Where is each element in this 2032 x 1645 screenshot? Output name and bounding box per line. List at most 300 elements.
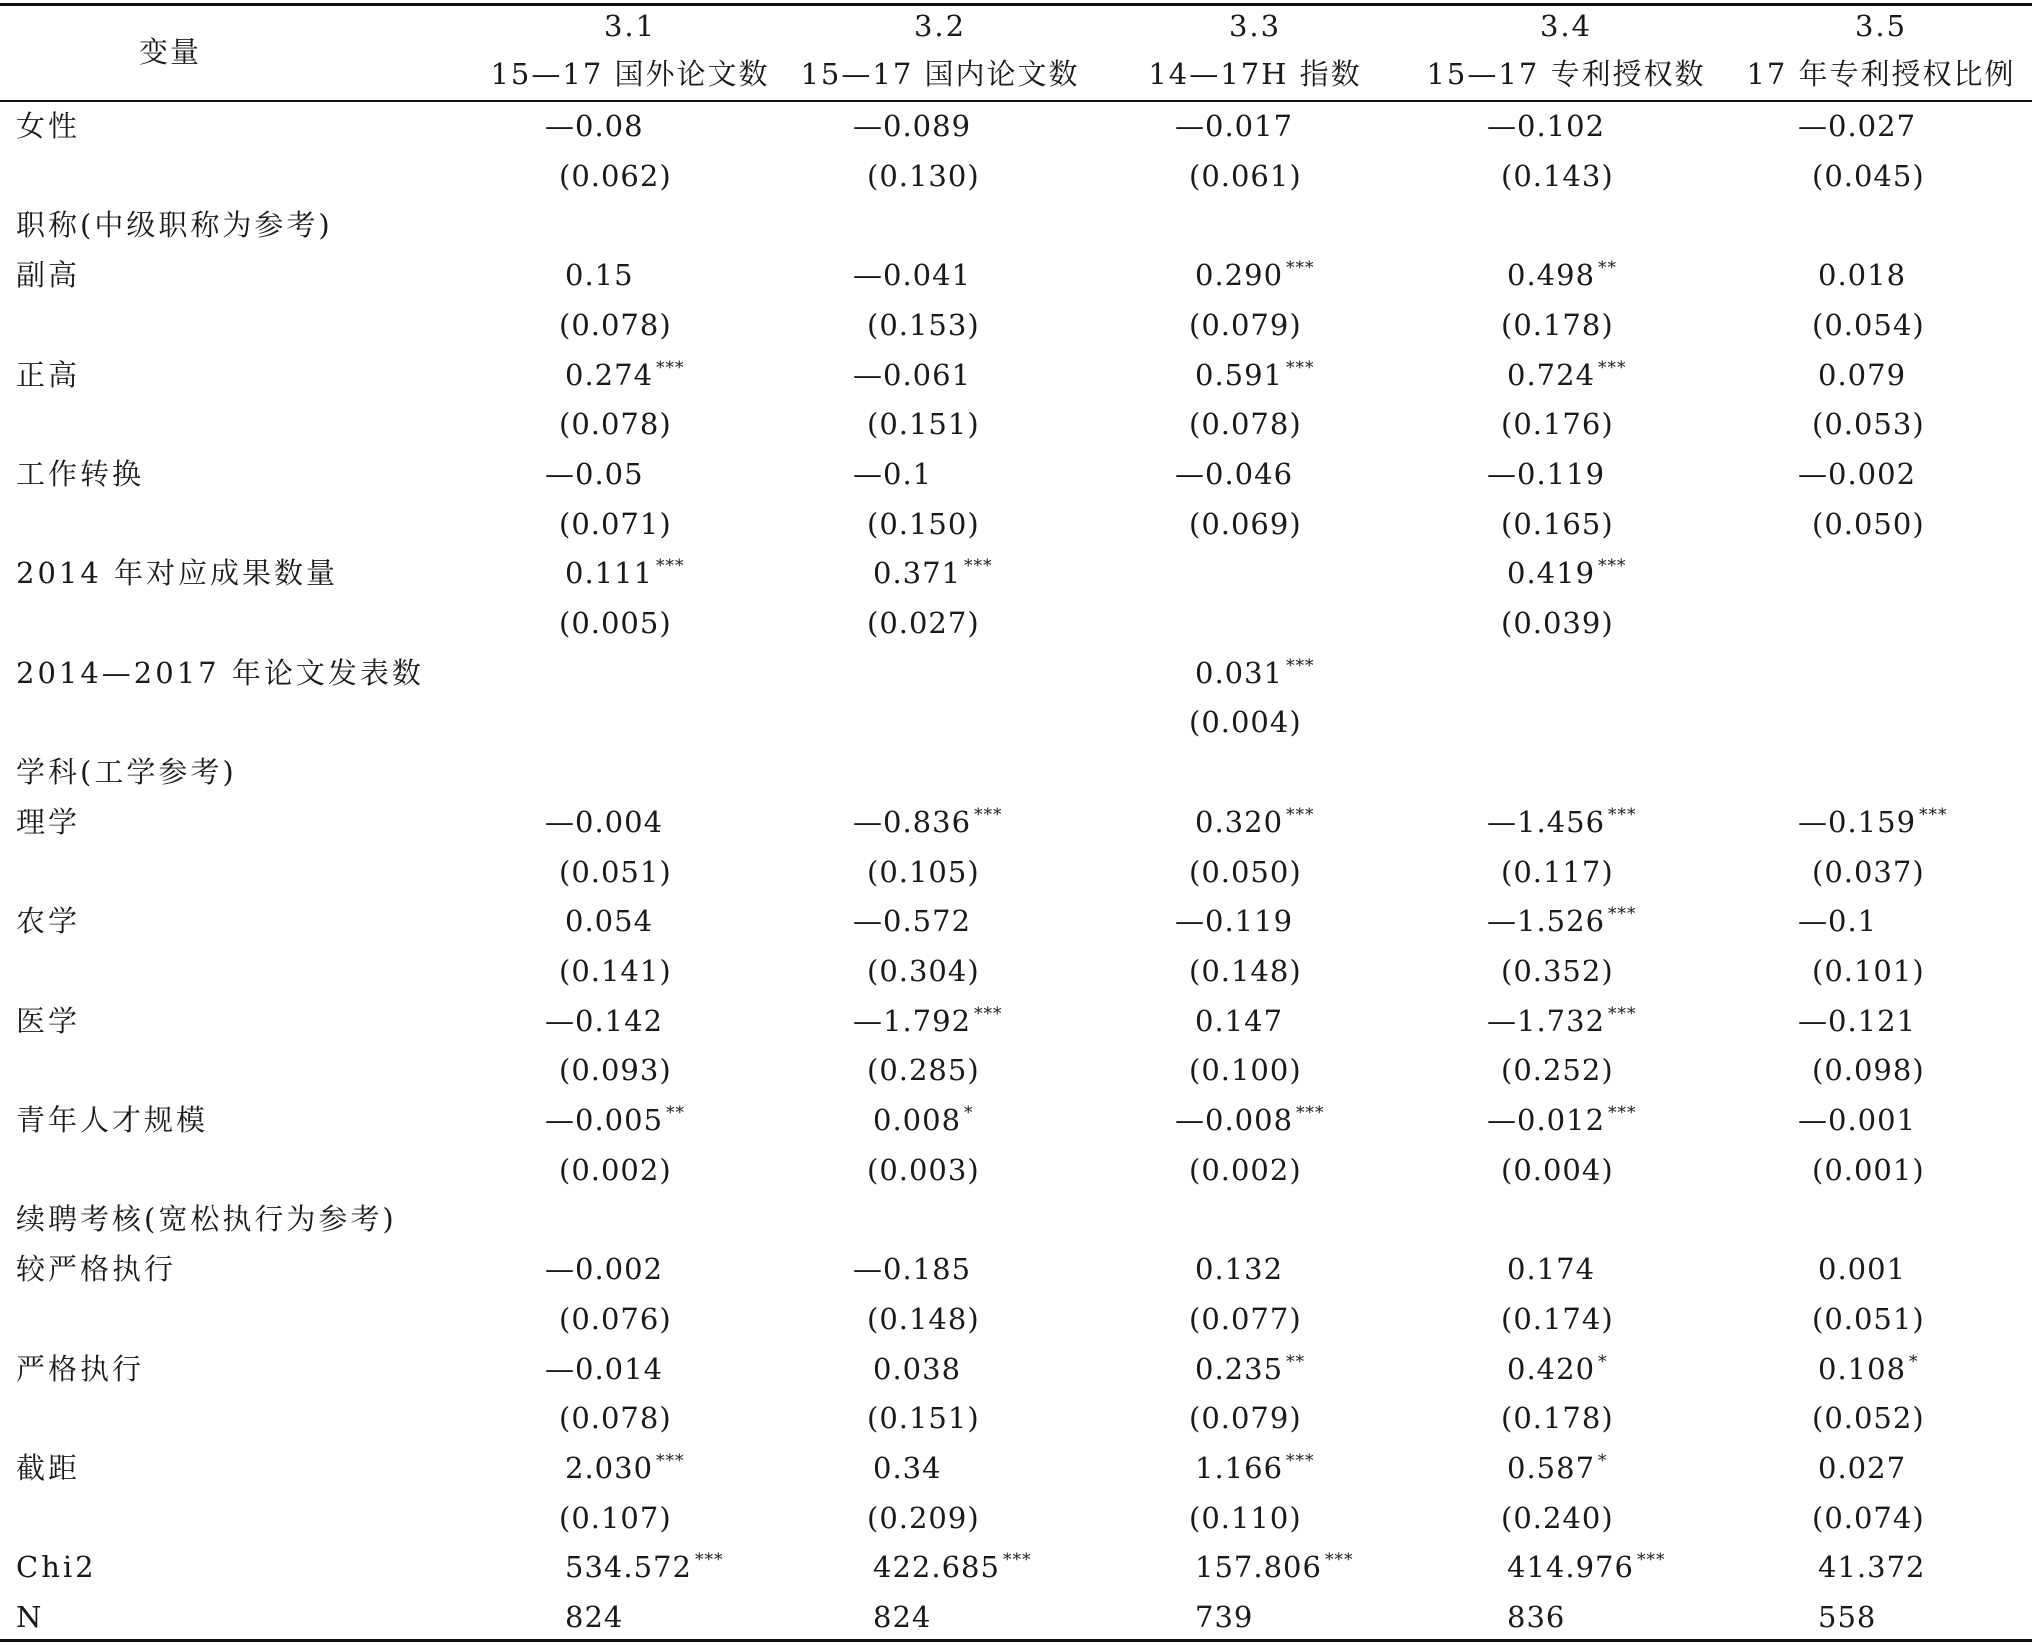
coefficient-cell (1195, 1545, 1353, 1589)
std-error-cell (867, 850, 980, 894)
cell-value: (0.174) (1501, 1302, 1614, 1336)
cell-value: 0.587 (1507, 1451, 1596, 1485)
header-model-3-1-num: 3.1 (603, 9, 657, 43)
cell-value: —0.119 (1487, 457, 1606, 491)
cell-value: (0.176) (1501, 407, 1614, 441)
cell-value: —0.08 (545, 109, 644, 143)
significance-stars: *** (1286, 358, 1315, 378)
significance-stars: * (1598, 1451, 1608, 1471)
row-label: 严格执行 (16, 1352, 145, 1386)
cell-value: (0.078) (1189, 407, 1302, 441)
std-error-cell (1189, 502, 1302, 546)
cell-value: (0.178) (1501, 1401, 1614, 1435)
std-error-cell (1501, 1148, 1614, 1192)
coefficient-cell (545, 104, 644, 148)
cell-value: 0.724 (1507, 358, 1596, 392)
cell-value: —0.008 (1175, 1103, 1294, 1137)
coefficient-cell (1195, 1595, 1253, 1639)
row-label: 副高 (16, 258, 81, 292)
cell-value: —0.159 (1798, 805, 1917, 839)
row-label: 正高 (16, 358, 81, 392)
significance-stars: *** (974, 805, 1003, 825)
cell-value: 0.235 (1195, 1352, 1284, 1386)
header-model-3-1-name: 15—17 国外论文数 (490, 57, 770, 91)
cell-value: 0.008 (873, 1103, 962, 1137)
std-error-cell (1812, 850, 1925, 894)
cell-value: 0.420 (1507, 1352, 1596, 1386)
coefficient-cell (873, 551, 993, 595)
std-error-cell (867, 601, 980, 645)
cell-value: (0.093) (559, 1053, 672, 1087)
significance-stars: *** (656, 556, 685, 576)
std-error-cell (559, 1396, 672, 1440)
cell-value: 0.419 (1507, 556, 1596, 590)
std-error-cell (1812, 1148, 1925, 1192)
coefficient-cell (1195, 1247, 1283, 1291)
cell-value: (0.153) (867, 308, 980, 342)
coefficient-cell (1818, 253, 1906, 297)
cell-value: (0.148) (1189, 954, 1302, 988)
cell-value: —0.001 (1798, 1103, 1917, 1137)
cell-value: (0.151) (867, 407, 980, 441)
cell-value: 2.030 (565, 1451, 654, 1485)
cell-value: —1.732 (1487, 1004, 1606, 1038)
cell-value: —0.119 (1175, 904, 1294, 938)
significance-stars: *** (1286, 805, 1315, 825)
header-model-3-4-num: 3.4 (1539, 9, 1593, 43)
std-error-cell (1501, 1048, 1614, 1092)
cell-value: 739 (1195, 1600, 1254, 1634)
coefficient-cell (1175, 899, 1293, 943)
std-error-cell (1501, 502, 1614, 546)
cell-value: (0.077) (1189, 1302, 1302, 1336)
bottom-rule (0, 1639, 2032, 1642)
cell-value: 0.038 (873, 1352, 962, 1386)
cell-value: 414.976 (1507, 1550, 1634, 1584)
std-error-cell (1501, 850, 1614, 894)
cell-value: —1.456 (1487, 805, 1606, 839)
coefficient-cell (1798, 999, 1916, 1043)
significance-stars: * (1598, 1352, 1608, 1372)
cell-value: (0.100) (1189, 1053, 1302, 1087)
cell-value: (0.005) (559, 606, 672, 640)
cell-value: —0.017 (1175, 109, 1294, 143)
row-label: 2014 年对应成果数量 (16, 556, 339, 590)
significance-stars: *** (656, 1451, 685, 1471)
coefficient-cell (853, 104, 971, 148)
cell-value: 836 (1507, 1600, 1566, 1634)
cell-value: (0.079) (1189, 1401, 1302, 1435)
cell-value: (0.352) (1501, 954, 1614, 988)
cell-value: (0.054) (1812, 308, 1925, 342)
coefficient-cell (1818, 1446, 1906, 1490)
cell-value: —0.012 (1487, 1103, 1606, 1137)
cell-value: (0.143) (1501, 159, 1614, 193)
std-error-cell (1189, 1396, 1302, 1440)
cell-value: (0.240) (1501, 1501, 1614, 1535)
coefficient-cell (1818, 353, 1906, 397)
cell-value: (0.052) (1812, 1401, 1925, 1435)
significance-stars: ** (1286, 1352, 1306, 1372)
std-error-cell (867, 1148, 980, 1192)
significance-stars: *** (1286, 258, 1315, 278)
std-error-cell (867, 154, 980, 198)
cell-value: (0.051) (1812, 1302, 1925, 1336)
std-error-cell (559, 402, 672, 446)
cell-value: 0.111 (565, 556, 654, 590)
coefficient-cell (853, 253, 971, 297)
header-model-3-2-num: 3.2 (913, 9, 967, 43)
cell-value: —0.002 (545, 1252, 664, 1286)
coefficient-cell (1507, 1247, 1595, 1291)
coefficient-cell (1798, 104, 1916, 148)
significance-stars: *** (1608, 805, 1637, 825)
significance-stars: *** (656, 358, 685, 378)
coefficient-cell (853, 353, 971, 397)
std-error-cell (867, 303, 980, 347)
significance-stars: *** (1324, 1550, 1354, 1570)
cell-value: 422.685 (873, 1550, 1000, 1584)
row-label: 农学 (16, 904, 81, 938)
cell-value: 0.031 (1195, 656, 1284, 690)
row-label: 理学 (16, 805, 81, 839)
cell-value: 0.018 (1818, 258, 1907, 292)
coefficient-cell (565, 899, 653, 943)
coefficient-cell (1195, 999, 1283, 1043)
coefficient-cell (1195, 1446, 1315, 1490)
std-error-cell (559, 1496, 672, 1540)
cell-value: 0.001 (1818, 1252, 1907, 1286)
coefficient-cell (873, 1446, 942, 1490)
header-model-3-5-name: 17 年专利授权比例 (1746, 57, 2016, 91)
coefficient-cell (1487, 999, 1637, 1043)
cell-value: (0.027) (867, 606, 980, 640)
coefficient-cell (1507, 1595, 1565, 1639)
coefficient-cell (1175, 452, 1293, 496)
row-label: Chi2 (16, 1550, 97, 1584)
coefficient-cell (853, 999, 1003, 1043)
header-model-3-3-name: 14—17H 指数 (1148, 57, 1362, 91)
cell-value: 41.372 (1818, 1550, 1926, 1584)
row-label: 截距 (16, 1451, 81, 1485)
significance-stars: * (964, 1103, 974, 1123)
std-error-cell (1501, 1396, 1614, 1440)
coefficient-cell (1507, 551, 1627, 595)
cell-value: 0.34 (873, 1451, 942, 1485)
coefficient-cell (853, 899, 971, 943)
cell-value: (0.051) (559, 855, 672, 889)
cell-value: —0.121 (1798, 1004, 1917, 1038)
significance-stars: *** (1002, 1550, 1032, 1570)
std-error-cell (559, 601, 672, 645)
cell-value: (0.098) (1812, 1053, 1925, 1087)
std-error-cell (1812, 502, 1925, 546)
header-model-3-2-name: 15—17 国内论文数 (800, 57, 1080, 91)
significance-stars: ** (1598, 258, 1618, 278)
header-variable-label: 变量 (138, 35, 201, 69)
cell-value: —0.014 (545, 1352, 664, 1386)
cell-value: (0.252) (1501, 1053, 1614, 1087)
coefficient-cell (545, 999, 663, 1043)
cell-value: 0.371 (873, 556, 962, 590)
significance-stars: *** (974, 1004, 1003, 1024)
std-error-cell (1189, 700, 1302, 744)
cell-value: (0.003) (867, 1153, 980, 1187)
coefficient-cell (1487, 899, 1637, 943)
coefficient-cell (1818, 1247, 1906, 1291)
coefficient-cell (565, 1545, 723, 1589)
std-error-cell (867, 1496, 980, 1540)
coefficient-cell (545, 452, 644, 496)
cell-value: (0.062) (559, 159, 672, 193)
cell-value: (0.130) (867, 159, 980, 193)
cell-value: (0.074) (1812, 1501, 1925, 1535)
cell-value: (0.117) (1501, 855, 1614, 889)
significance-stars: *** (1608, 1103, 1637, 1123)
header-rule (0, 100, 2032, 102)
cell-value: (0.071) (559, 507, 672, 541)
std-error-cell (1501, 154, 1614, 198)
cell-value: (0.107) (559, 1501, 672, 1535)
cell-value: 157.806 (1195, 1550, 1322, 1584)
cell-value: 0.108 (1818, 1352, 1907, 1386)
coefficient-cell (545, 1098, 685, 1142)
std-error-cell (1812, 303, 1925, 347)
std-error-cell (1812, 1396, 1925, 1440)
coefficient-cell (1195, 800, 1315, 844)
coefficient-cell (853, 1247, 971, 1291)
significance-stars: *** (964, 556, 993, 576)
cell-value: —0.061 (853, 358, 972, 392)
significance-stars: ** (666, 1103, 686, 1123)
cell-value: 824 (873, 1600, 932, 1634)
std-error-cell (559, 850, 672, 894)
std-error-cell (867, 949, 980, 993)
significance-stars: *** (1286, 1451, 1315, 1471)
row-label: 青年人才规模 (16, 1103, 209, 1137)
row-label: 工作转换 (16, 457, 145, 491)
std-error-cell (1812, 402, 1925, 446)
cell-value: 0.147 (1195, 1004, 1284, 1038)
coefficient-cell (565, 551, 685, 595)
significance-stars: *** (1608, 1004, 1637, 1024)
cell-value: —0.836 (853, 805, 972, 839)
coefficient-cell (565, 353, 685, 397)
std-error-cell (559, 303, 672, 347)
cell-value: (0.141) (559, 954, 672, 988)
cell-value: —0.041 (853, 258, 972, 292)
coefficient-cell (1175, 104, 1293, 148)
std-error-cell (1501, 402, 1614, 446)
row-label: 学科(工学参考) (16, 755, 237, 789)
std-error-cell (1189, 303, 1302, 347)
std-error-cell (1812, 1496, 1925, 1540)
std-error-cell (559, 502, 672, 546)
cell-value: 0.274 (565, 358, 654, 392)
cell-value: —0.1 (853, 457, 933, 491)
cell-value: 0.027 (1818, 1451, 1907, 1485)
std-error-cell (867, 502, 980, 546)
row-label: 职称(中级职称为参考) (16, 208, 333, 242)
std-error-cell (1189, 402, 1302, 446)
cell-value: —1.792 (853, 1004, 972, 1038)
std-error-cell (1812, 949, 1925, 993)
coefficient-cell (1798, 899, 1877, 943)
cell-value: (0.069) (1189, 507, 1302, 541)
cell-value: (0.110) (1189, 1501, 1302, 1535)
cell-value: (0.148) (867, 1302, 980, 1336)
cell-value: —0.046 (1175, 457, 1294, 491)
significance-stars: *** (1286, 656, 1315, 676)
std-error-cell (1189, 949, 1302, 993)
cell-value: (0.151) (867, 1401, 980, 1435)
std-error-cell (867, 1297, 980, 1341)
coefficient-cell (1818, 1545, 1925, 1589)
std-error-cell (559, 154, 672, 198)
cell-value: 0.174 (1507, 1252, 1596, 1286)
coefficient-cell (1818, 1595, 1876, 1639)
std-error-cell (867, 1048, 980, 1092)
cell-value: (0.061) (1189, 159, 1302, 193)
cell-value: (0.209) (867, 1501, 980, 1535)
cell-value: 0.054 (565, 904, 654, 938)
std-error-cell (559, 1148, 672, 1192)
cell-value: (0.078) (559, 407, 672, 441)
cell-value: —1.526 (1487, 904, 1606, 938)
coefficient-cell (1798, 800, 1948, 844)
coefficient-cell (1195, 1347, 1305, 1391)
std-error-cell (1189, 154, 1302, 198)
std-error-cell (559, 1048, 672, 1092)
std-error-cell (1501, 1496, 1614, 1540)
std-error-cell (559, 1297, 672, 1341)
significance-stars: *** (1636, 1550, 1666, 1570)
cell-value: (0.053) (1812, 407, 1925, 441)
row-label: 较严格执行 (16, 1252, 177, 1286)
std-error-cell (1189, 1148, 1302, 1192)
std-error-cell (1501, 949, 1614, 993)
coefficient-cell (1507, 1446, 1608, 1490)
cell-value: (0.004) (1501, 1153, 1614, 1187)
coefficient-cell (853, 452, 932, 496)
std-error-cell (1501, 303, 1614, 347)
std-error-cell (1501, 1297, 1614, 1341)
std-error-cell (1189, 850, 1302, 894)
coefficient-cell (1487, 1098, 1637, 1142)
coefficient-cell (565, 1595, 623, 1639)
cell-value: 0.132 (1195, 1252, 1284, 1286)
cell-value: (0.037) (1812, 855, 1925, 889)
row-label: 2014—2017 年论文发表数 (16, 656, 424, 690)
std-error-cell (1501, 601, 1614, 645)
cell-value: (0.078) (559, 308, 672, 342)
coefficient-cell (1818, 1347, 1919, 1391)
cell-value: (0.150) (867, 507, 980, 541)
cell-value: 0.591 (1195, 358, 1284, 392)
coefficient-cell (545, 1347, 663, 1391)
header-model-3-4-name: 15—17 专利授权数 (1426, 57, 1706, 91)
cell-value: 1.166 (1195, 1451, 1284, 1485)
row-label: N (16, 1600, 45, 1634)
cell-value: (0.165) (1501, 507, 1614, 541)
std-error-cell (559, 949, 672, 993)
cell-value: (0.002) (559, 1153, 672, 1187)
std-error-cell (1812, 154, 1925, 198)
cell-value: (0.001) (1812, 1153, 1925, 1187)
row-label: 医学 (16, 1004, 81, 1038)
header-model-3-5-num: 3.5 (1854, 9, 1908, 43)
significance-stars: *** (1296, 1103, 1325, 1123)
row-label: 女性 (16, 109, 81, 143)
cell-value: —0.1 (1798, 904, 1878, 938)
std-error-cell (1189, 1496, 1302, 1540)
significance-stars: *** (1598, 358, 1627, 378)
significance-stars: * (1909, 1352, 1919, 1372)
cell-value: (0.078) (559, 1401, 672, 1435)
coefficient-cell (545, 800, 663, 844)
coefficient-cell (565, 1446, 685, 1490)
coefficient-cell (1507, 1347, 1608, 1391)
significance-stars: *** (1608, 904, 1637, 924)
cell-value: —0.185 (853, 1252, 972, 1286)
coefficient-cell (873, 1347, 961, 1391)
cell-value: —0.089 (853, 109, 972, 143)
cell-value: (0.304) (867, 954, 980, 988)
cell-value: (0.079) (1189, 308, 1302, 342)
std-error-cell (1189, 1297, 1302, 1341)
coefficient-cell (1507, 353, 1627, 397)
cell-value: 558 (1818, 1600, 1877, 1634)
cell-value: —0.005 (545, 1103, 664, 1137)
cell-value: (0.178) (1501, 308, 1614, 342)
coefficient-cell (565, 253, 634, 297)
coefficient-cell (853, 800, 1003, 844)
cell-value: —0.05 (545, 457, 644, 491)
coefficient-cell (545, 1247, 663, 1291)
coefficient-cell (1507, 253, 1617, 297)
std-error-cell (867, 1396, 980, 1440)
coefficient-cell (1798, 1098, 1916, 1142)
cell-value: 824 (565, 1600, 624, 1634)
coefficient-cell (1195, 253, 1315, 297)
cell-value: (0.039) (1501, 606, 1614, 640)
significance-stars: *** (1598, 556, 1627, 576)
cell-value: —0.102 (1487, 109, 1606, 143)
coefficient-cell (1195, 353, 1315, 397)
coefficient-cell (1798, 452, 1916, 496)
header-model-3-3-num: 3.3 (1228, 9, 1282, 43)
cell-value: 0.290 (1195, 258, 1284, 292)
coefficient-cell (873, 1545, 1031, 1589)
cell-value: 0.15 (565, 258, 634, 292)
coefficient-cell (1175, 1098, 1325, 1142)
cell-value: (0.101) (1812, 954, 1925, 988)
cell-value: 0.498 (1507, 258, 1596, 292)
cell-value: (0.045) (1812, 159, 1925, 193)
cell-value: —0.572 (853, 904, 972, 938)
cell-value: (0.050) (1812, 507, 1925, 541)
cell-value: 534.572 (565, 1550, 692, 1584)
coefficient-cell (873, 1098, 974, 1142)
std-error-cell (1812, 1297, 1925, 1341)
cell-value: (0.050) (1189, 855, 1302, 889)
coefficient-cell (873, 1595, 931, 1639)
significance-stars: *** (694, 1550, 724, 1570)
cell-value: (0.004) (1189, 705, 1302, 739)
coefficient-cell (1487, 452, 1605, 496)
row-label: 续聘考核(宽松执行为参考) (16, 1202, 397, 1236)
std-error-cell (1812, 1048, 1925, 1092)
